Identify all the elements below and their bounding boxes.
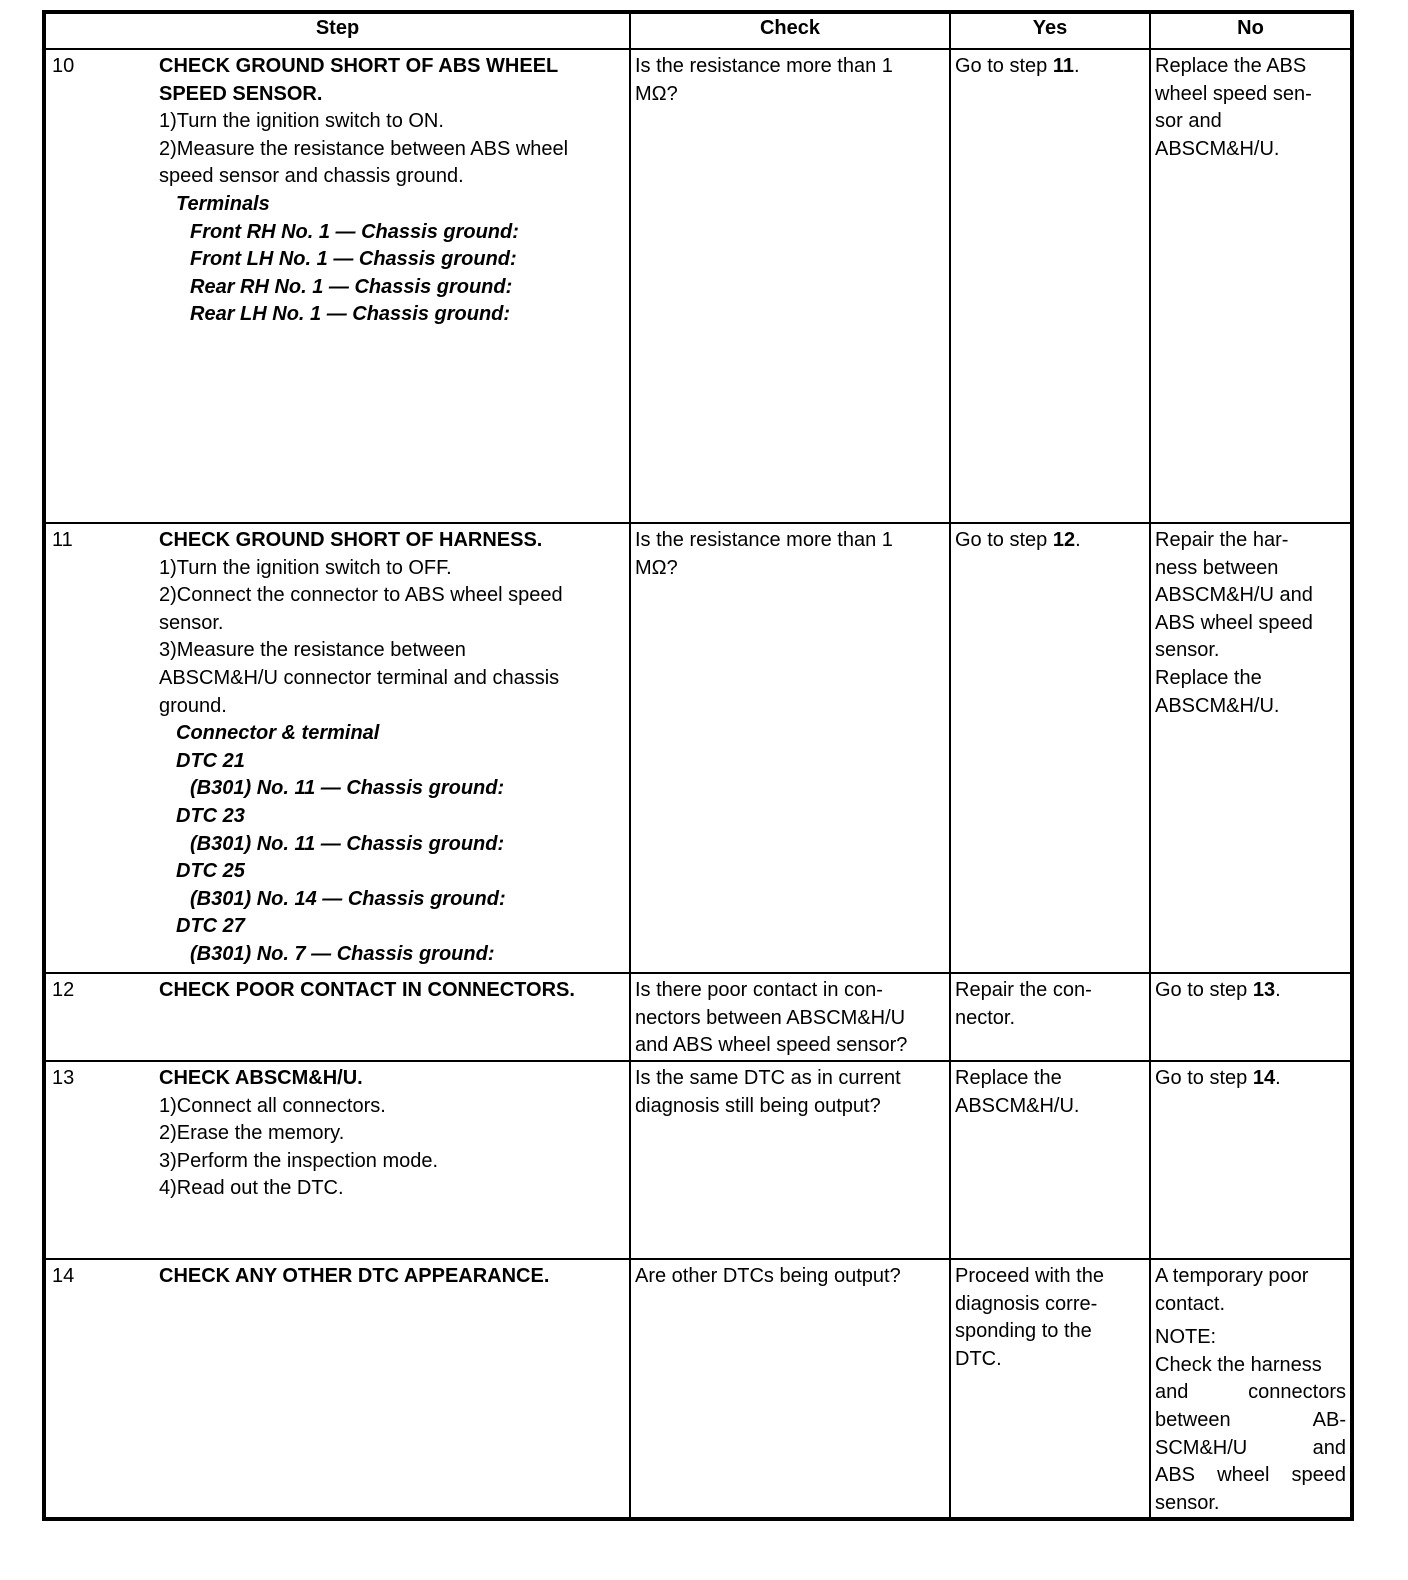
no-line: ness between [1155, 556, 1279, 579]
go-to-step-bold: 11 [1052, 55, 1074, 77]
step-line-label: Connector & terminal [176, 722, 380, 745]
go-to-step-pre: Go to step [955, 529, 1053, 551]
check-line: MΩ? [635, 82, 678, 105]
no-line: sensor. [1155, 639, 1220, 662]
no-cell [1150, 1259, 1352, 1519]
yes-line: nector. [955, 1006, 1016, 1029]
table-row [44, 1259, 1352, 1519]
step-number-text: 11 [52, 529, 73, 551]
header-check: Check [630, 12, 950, 49]
no-line: Replace the ABS [1155, 55, 1307, 77]
step-line-text: 2)Connect the connector to ABS wheel speed [159, 584, 563, 607]
step-line-label: DTC 21 [176, 749, 245, 772]
go-to-step-bold: 14 [1252, 1067, 1276, 1089]
go-to-step [1155, 977, 1346, 1005]
no-cell [1150, 1061, 1352, 1259]
step-line-text: 2)Measure the resistance between ABS wheel [159, 137, 569, 160]
check-cell [630, 523, 950, 973]
step-number [44, 523, 157, 973]
yes-line: Replace the [955, 1067, 1062, 1089]
step-line-heading: SPEED SENSOR. [159, 82, 323, 105]
check-line: Is the resistance more than 1 [635, 55, 893, 77]
note-line: ABS wheel speed [1155, 1464, 1346, 1487]
go-to-step-post: . [1275, 979, 1281, 1001]
yes-line: Repair the con- [955, 979, 1092, 1001]
step-line-text: 1)Turn the ignition switch to OFF. [159, 556, 452, 579]
go-to-step [1155, 1065, 1346, 1093]
step-line-heading: CHECK GROUND SHORT OF HARNESS. [159, 529, 543, 551]
table-row [44, 973, 1352, 1061]
step-line-text: 3)Measure the resistance between [159, 639, 466, 662]
go-to-step-bold: 13 [1252, 979, 1276, 1001]
step-line-text: 1)Connect all connectors. [159, 1094, 386, 1117]
step-line-text: 3)Perform the inspection mode. [159, 1149, 439, 1172]
step-line-sub: Rear LH No. 1 — Chassis ground: [190, 303, 511, 326]
go-to-step-post: . [1075, 529, 1081, 551]
no-line: Replace the [1155, 666, 1262, 689]
check-line: Is the same DTC as in current [635, 1067, 901, 1089]
step-line-heading: CHECK POOR CONTACT IN CONNECTORS. [159, 979, 575, 1001]
check-line: Is there poor contact in con- [635, 979, 883, 1001]
check-line: diagnosis still being output? [635, 1094, 881, 1117]
step-description [157, 1259, 630, 1519]
step-line-sub: (B301) No. 11 — Chassis ground: [190, 832, 505, 855]
go-to-step-post: . [1275, 1067, 1281, 1089]
step-line-sub: (B301) No. 14 — Chassis ground: [190, 887, 506, 910]
no-line: ABS wheel speed [1155, 611, 1313, 634]
no-line: Repair the har- [1155, 529, 1289, 551]
go-to-step-bold: 12 [1052, 529, 1076, 551]
no-line: ABSCM&H/U. [1155, 137, 1280, 160]
yes-line: ABSCM&H/U. [955, 1094, 1080, 1117]
step-line-sub: Front RH No. 1 — Chassis ground: [190, 220, 519, 243]
step-line-text: ground. [159, 694, 227, 717]
no-line: contact. [1155, 1292, 1226, 1315]
note-label: NOTE: [1155, 1326, 1217, 1349]
step-description [157, 523, 630, 973]
go-to-step [955, 53, 1145, 81]
no-line: sor and [1155, 110, 1222, 133]
no-cell [1150, 523, 1352, 973]
check-cell [630, 1061, 950, 1259]
go-to-step-pre: Go to step [955, 55, 1053, 77]
step-line-heading: CHECK GROUND SHORT OF ABS WHEEL [159, 55, 559, 77]
go-to-step [955, 527, 1145, 555]
step-line-label: Terminals [176, 192, 270, 215]
step-line-text: 1)Turn the ignition switch to ON. [159, 110, 444, 133]
go-to-step-pre: Go to step [1155, 1067, 1253, 1089]
step-number [44, 1061, 157, 1259]
check-line: Are other DTCs being output? [635, 1265, 901, 1287]
yes-line: DTC. [955, 1347, 1002, 1370]
step-line-text: sensor. [159, 611, 224, 634]
table-row [44, 523, 1352, 973]
step-line-sub: (B301) No. 7 — Chassis ground: [190, 942, 495, 965]
step-number [44, 973, 157, 1061]
yes-line: sponding to the [955, 1320, 1092, 1343]
step-line-label: DTC 27 [176, 915, 245, 938]
no-cell [1150, 49, 1352, 523]
yes-cell [950, 1061, 1150, 1259]
step-line-sub: Rear RH No. 1 — Chassis ground: [190, 275, 513, 298]
no-line: ABSCM&H/U and [1155, 584, 1313, 607]
yes-cell [950, 523, 1150, 973]
step-number-text: 10 [52, 55, 75, 77]
step-number-text: 13 [52, 1067, 75, 1089]
step-line-text: 2)Erase the memory. [159, 1122, 345, 1145]
step-line-sub: Front LH No. 1 — Chassis ground: [190, 248, 517, 271]
step-number-text: 12 [52, 979, 75, 1001]
step-line-label: DTC 23 [176, 804, 245, 827]
step-line-label: DTC 25 [176, 860, 245, 883]
step-description [157, 49, 630, 523]
check-cell [630, 1259, 950, 1519]
check-cell [630, 49, 950, 523]
note-line: Check the harness [1155, 1353, 1322, 1376]
step-line-text: ABSCM&H/U connector terminal and chassis [159, 666, 560, 689]
step-number-text: 14 [52, 1265, 75, 1287]
no-line: ABSCM&H/U. [1155, 694, 1280, 717]
step-line-heading: CHECK ABSCM&H/U. [159, 1067, 363, 1089]
step-description [157, 1061, 630, 1259]
note-line: and connectors [1155, 1381, 1346, 1404]
yes-line: diagnosis corre- [955, 1292, 1098, 1315]
check-line: MΩ? [635, 556, 678, 579]
step-number [44, 49, 157, 523]
go-to-step-post: . [1074, 55, 1080, 77]
step-number [44, 1259, 157, 1519]
no-line: A temporary poor [1155, 1265, 1309, 1287]
table-row [44, 49, 1352, 523]
note-line: SCM&H/U and [1155, 1436, 1346, 1459]
header-no: No [1150, 12, 1352, 49]
check-line: Is the resistance more than 1 [635, 529, 893, 551]
no-cell [1150, 973, 1352, 1061]
yes-cell [950, 49, 1150, 523]
yes-cell [950, 973, 1150, 1061]
step-line-sub: (B301) No. 11 — Chassis ground: [190, 777, 505, 800]
step-line-text: 4)Read out the DTC. [159, 1177, 344, 1200]
check-line: and ABS wheel speed sensor? [635, 1034, 908, 1057]
diagnosis-table [42, 10, 1354, 1521]
yes-cell [950, 1259, 1150, 1519]
check-cell [630, 973, 950, 1061]
header-step: Step [44, 12, 630, 49]
table-header [44, 12, 1352, 49]
step-line-text: speed sensor and chassis ground. [159, 165, 464, 188]
no-line: wheel speed sen- [1155, 82, 1312, 105]
header-yes: Yes [950, 12, 1150, 49]
step-description [157, 973, 630, 1061]
yes-line: Proceed with the [955, 1265, 1104, 1287]
check-line: nectors between ABSCM&H/U [635, 1006, 906, 1029]
note-line: between AB- [1155, 1408, 1346, 1431]
table-row [44, 1061, 1352, 1259]
go-to-step-pre: Go to step [1155, 979, 1253, 1001]
step-line-heading: CHECK ANY OTHER DTC APPEARANCE. [159, 1265, 550, 1287]
note-line: sensor. [1155, 1491, 1220, 1514]
